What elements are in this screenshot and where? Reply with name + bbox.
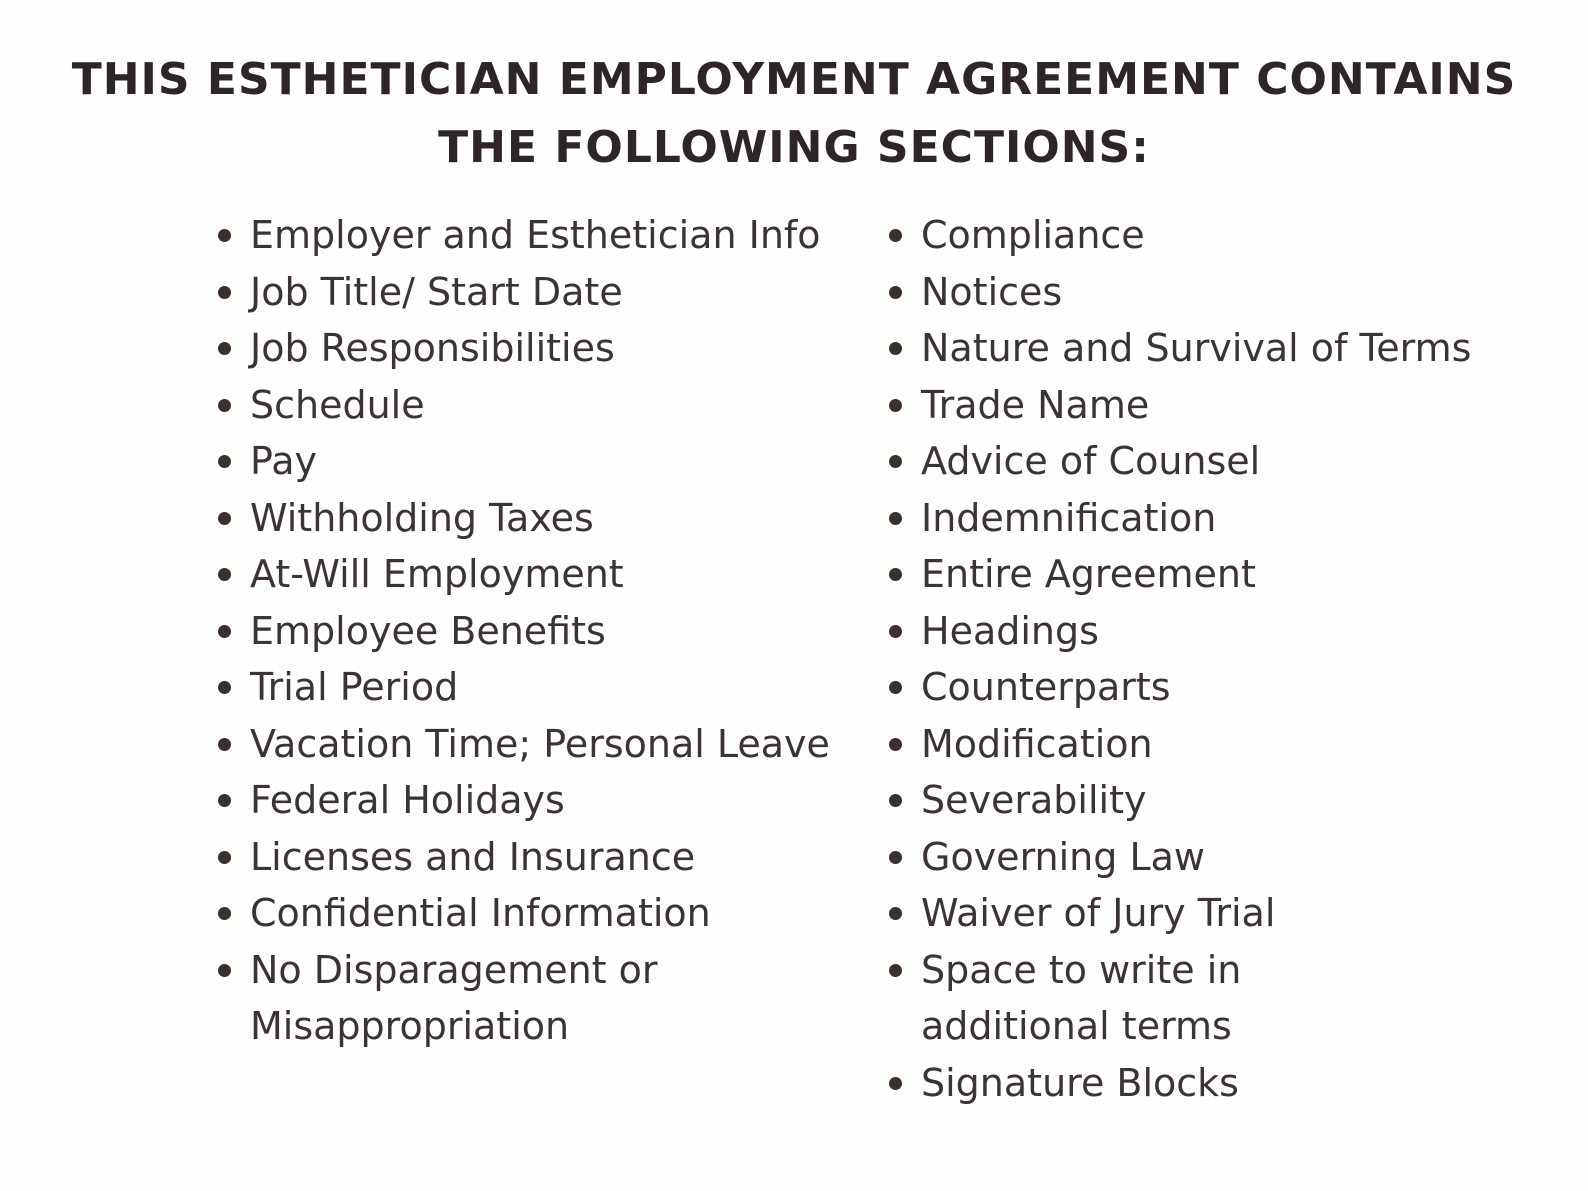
list-item-label: Entire Agreement bbox=[921, 552, 1256, 596]
bullet-icon bbox=[218, 738, 231, 751]
list-item-label: Waiver of Jury Trial bbox=[921, 891, 1276, 935]
bullet-icon bbox=[889, 794, 902, 807]
list-item-label: Signature Blocks bbox=[921, 1060, 1239, 1105]
list-item bbox=[887, 716, 1567, 773]
list-item-label: At-Will Employment bbox=[250, 552, 624, 596]
list-item bbox=[887, 490, 1567, 547]
list-item bbox=[887, 772, 1567, 829]
bullet-icon bbox=[889, 399, 902, 412]
list-item bbox=[216, 320, 856, 377]
list-item-label: Advice of Counsel bbox=[921, 439, 1261, 483]
list-item bbox=[216, 377, 856, 434]
list-item-label: Counterparts bbox=[921, 665, 1171, 709]
list-item bbox=[887, 433, 1567, 490]
list-item bbox=[216, 207, 856, 264]
page-title: THIS ESTHETICIAN EMPLOYMENT AGREEMENT CONTAINS THE FOLLOWING SECTIONS: bbox=[71, 54, 1517, 173]
list-item bbox=[887, 659, 1567, 716]
list-item bbox=[216, 942, 856, 1055]
list-item-label: Employee Benefits bbox=[250, 608, 606, 653]
list-item bbox=[216, 659, 856, 716]
list-item bbox=[887, 885, 1567, 942]
bullet-icon bbox=[889, 455, 902, 468]
list-item-label: Compliance bbox=[921, 213, 1145, 257]
list-item bbox=[887, 546, 1567, 603]
list-item-label: Licenses and Insurance bbox=[250, 834, 696, 879]
bullet-icon bbox=[218, 681, 231, 694]
list-item bbox=[887, 207, 1567, 264]
list-item-label: Nature and Survival of Terms bbox=[921, 326, 1472, 370]
bullet-icon bbox=[889, 568, 902, 581]
sections-list-left bbox=[216, 207, 856, 1055]
list-item bbox=[887, 603, 1567, 660]
list-item bbox=[216, 490, 856, 547]
list-item-label: Notices bbox=[921, 269, 1063, 314]
list-item-label: No Disparagement or Misappropriation bbox=[250, 947, 658, 1048]
bullet-icon bbox=[218, 625, 231, 638]
bullet-icon bbox=[218, 512, 231, 525]
list-item-label: Space to write in additional terms bbox=[921, 947, 1242, 1048]
bullet-icon bbox=[218, 568, 231, 581]
list-item-label: Severability bbox=[921, 778, 1147, 822]
bullet-icon bbox=[889, 738, 902, 751]
list-item bbox=[887, 1055, 1567, 1112]
list-item-label: Headings bbox=[921, 608, 1099, 653]
bullet-icon bbox=[218, 964, 231, 977]
list-item-label: Indemnification bbox=[921, 495, 1217, 540]
list-item-label: Employer and Esthetician Info bbox=[250, 213, 821, 257]
bullet-icon bbox=[218, 851, 231, 864]
list-item-label: Job Responsibilities bbox=[250, 326, 615, 370]
list-item bbox=[216, 433, 856, 490]
list-item-label: Job Title/ Start Date bbox=[250, 269, 623, 314]
bullet-icon bbox=[889, 681, 902, 694]
bullet-icon bbox=[889, 851, 902, 864]
list-item bbox=[887, 377, 1567, 434]
bullet-icon bbox=[218, 907, 231, 920]
bullet-icon bbox=[889, 625, 902, 638]
bullet-icon bbox=[218, 342, 231, 355]
bullet-icon bbox=[889, 907, 902, 920]
bullet-icon bbox=[218, 399, 231, 412]
list-item bbox=[216, 264, 856, 321]
list-item bbox=[216, 829, 856, 886]
list-item bbox=[887, 942, 1567, 1055]
bullet-icon bbox=[889, 342, 902, 355]
list-item bbox=[216, 885, 856, 942]
bullet-icon bbox=[218, 229, 231, 242]
list-item-label: Modification bbox=[921, 721, 1153, 766]
list-item-label: Confidential Information bbox=[250, 891, 711, 935]
bullet-icon bbox=[889, 512, 902, 525]
list-item bbox=[887, 320, 1567, 377]
bullet-icon bbox=[218, 286, 231, 299]
bullet-icon bbox=[218, 794, 231, 807]
bullet-icon bbox=[889, 286, 902, 299]
list-item-label: Trade Name bbox=[921, 382, 1150, 427]
bullet-icon bbox=[889, 964, 902, 977]
bullet-icon bbox=[889, 229, 902, 242]
list-item-label: Schedule bbox=[250, 382, 425, 427]
list-item bbox=[216, 716, 856, 773]
list-item-label: Governing Law bbox=[921, 834, 1205, 879]
sections-list-right bbox=[887, 207, 1567, 1111]
list-item bbox=[216, 603, 856, 660]
list-item-label: Vacation Time; Personal Leave bbox=[250, 721, 830, 766]
list-item bbox=[216, 546, 856, 603]
list-item-label: Withholding Taxes bbox=[250, 495, 594, 540]
list-item bbox=[887, 829, 1567, 886]
bullet-icon bbox=[889, 1077, 902, 1090]
list-item bbox=[887, 264, 1567, 321]
list-item-label: Federal Holidays bbox=[250, 778, 565, 822]
list-item-label: Pay bbox=[250, 439, 317, 483]
list-item bbox=[216, 772, 856, 829]
bullet-icon bbox=[218, 455, 231, 468]
list-item-label: Trial Period bbox=[250, 665, 459, 709]
